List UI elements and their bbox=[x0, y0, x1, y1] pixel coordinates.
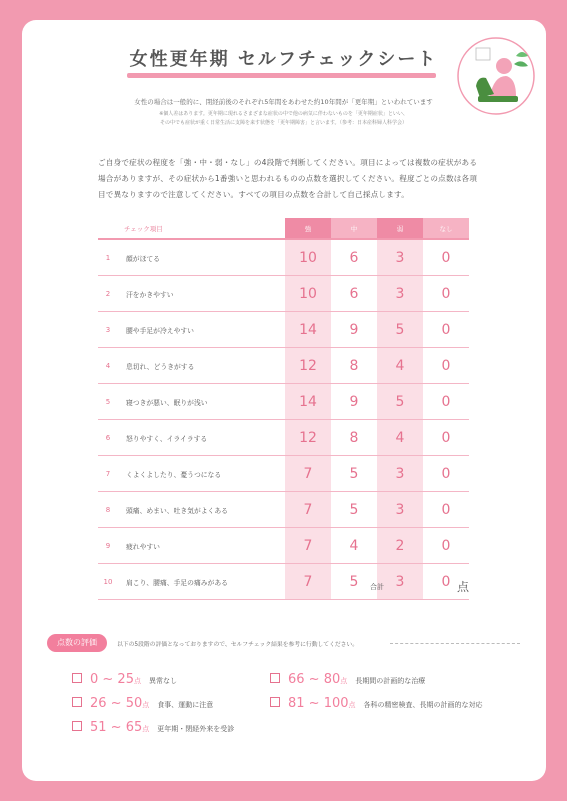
symptom-label: 疲れやすい bbox=[118, 528, 285, 564]
row-number: 3 bbox=[98, 312, 118, 348]
score-cell[interactable]: 5 bbox=[377, 384, 423, 420]
score-cell[interactable]: 0 bbox=[423, 348, 469, 384]
page-title: 女性更年期 セルフチェックシート bbox=[129, 49, 438, 70]
eval-unit: 点 bbox=[142, 725, 150, 733]
checkbox-icon[interactable] bbox=[270, 697, 280, 707]
note-line-2: その中でも症状が重く日常生活に支障を来す状態を「更年期障害」と言います。（参考：日本産科婦人科学会） bbox=[159, 120, 408, 126]
score-cell[interactable]: 5 bbox=[331, 564, 377, 600]
evaluation-description: 以下の5段階の評価となっておりますので、セルフチェック結果を参考に行動してください。 bbox=[117, 642, 359, 648]
eval-range: 51 ~ 65 bbox=[90, 720, 143, 735]
table-row bbox=[98, 456, 469, 492]
eval-item bbox=[270, 672, 425, 687]
score-cell[interactable]: 12 bbox=[285, 420, 331, 456]
symptom-label: 頭痛、めまい、吐き気がよくある bbox=[118, 492, 285, 528]
eval-item bbox=[72, 720, 234, 735]
eval-unit: 点 bbox=[348, 701, 356, 709]
score-cell[interactable]: 0 bbox=[423, 276, 469, 312]
table-row bbox=[98, 312, 469, 348]
score-cell[interactable]: 10 bbox=[285, 276, 331, 312]
score-cell[interactable]: 5 bbox=[377, 312, 423, 348]
instruction-text: ご自身で症状の程度を「強・中・弱・なし」の4段階で判断してください。項目によっては複数の症状がある場合がありますが、その症状から1番強いと思われるものの点数を選択してください。程度ごとの点数は各項目で異なりますので注意してください。すべての項目の点数を合計して自己採点します。 bbox=[98, 158, 478, 199]
score-cell[interactable]: 7 bbox=[285, 528, 331, 564]
table-row bbox=[98, 384, 469, 420]
symptom-label: 肩こり、腰痛、手足の痛みがある bbox=[118, 564, 285, 600]
eval-unit: 点 bbox=[133, 677, 141, 685]
score-cell[interactable]: 5 bbox=[331, 492, 377, 528]
row-number: 10 bbox=[98, 564, 118, 600]
score-cell[interactable]: 7 bbox=[285, 456, 331, 492]
score-cell[interactable]: 9 bbox=[331, 384, 377, 420]
row-number: 8 bbox=[98, 492, 118, 528]
note-line-1: ※個人差はあります。更年期に現れるさまざまな症状の中で他の病気に伴わないものを「更年期症状」といい、 bbox=[159, 111, 408, 117]
eval-label: 各科の精密検査、長期の計画的な対応 bbox=[363, 701, 483, 709]
score-cell[interactable]: 12 bbox=[285, 348, 331, 384]
score-cell[interactable]: 0 bbox=[423, 239, 469, 276]
score-cell[interactable]: 0 bbox=[423, 456, 469, 492]
row-number: 6 bbox=[98, 420, 118, 456]
header-none: なし bbox=[423, 218, 469, 239]
checkbox-icon[interactable] bbox=[270, 673, 280, 683]
score-cell[interactable]: 7 bbox=[285, 564, 331, 600]
check-table bbox=[98, 218, 469, 600]
score-cell[interactable]: 8 bbox=[331, 348, 377, 384]
source-citation: 出典：日本医師会雑誌109巻258p,1993 小山嵩夫医師 bbox=[374, 762, 498, 768]
table-row bbox=[98, 239, 469, 276]
score-cell[interactable]: 6 bbox=[331, 239, 377, 276]
table-row bbox=[98, 492, 469, 528]
symptom-label: 怒りやすく、イライラする bbox=[118, 420, 285, 456]
symptom-label: 顔がほてる bbox=[118, 239, 285, 276]
symptom-label: 寝つきが悪い、眠りが浅い bbox=[118, 384, 285, 420]
score-cell[interactable]: 7 bbox=[285, 492, 331, 528]
row-number: 1 bbox=[98, 239, 118, 276]
score-cell[interactable]: 3 bbox=[377, 492, 423, 528]
title-underline bbox=[127, 73, 436, 78]
checkbox-icon[interactable] bbox=[72, 721, 82, 731]
eval-range: 66 ~ 80 bbox=[288, 672, 341, 687]
symptom-label: 汗をかきやすい bbox=[118, 276, 285, 312]
table-row bbox=[98, 276, 469, 312]
header-weak: 弱 bbox=[377, 218, 423, 239]
score-cell[interactable]: 3 bbox=[377, 564, 423, 600]
evaluation-pill: 点数の評価 bbox=[47, 634, 107, 652]
table-row bbox=[98, 348, 469, 384]
row-number: 2 bbox=[98, 276, 118, 312]
score-cell[interactable]: 6 bbox=[331, 276, 377, 312]
eval-unit: 点 bbox=[142, 701, 150, 709]
score-cell[interactable]: 10 bbox=[285, 239, 331, 276]
header-medium: 中 bbox=[331, 218, 377, 239]
header-strong: 強 bbox=[285, 218, 331, 239]
score-cell[interactable]: 0 bbox=[423, 528, 469, 564]
item-column-header: チェック項目 bbox=[98, 218, 285, 239]
eval-range: 0 ~ 25 bbox=[90, 672, 134, 687]
symptom-label: 腰や手足が冷えやすい bbox=[118, 312, 285, 348]
eval-item bbox=[270, 696, 483, 711]
row-number: 7 bbox=[98, 456, 118, 492]
score-cell[interactable]: 2 bbox=[377, 528, 423, 564]
row-number: 4 bbox=[98, 348, 118, 384]
row-number: 5 bbox=[98, 384, 118, 420]
table-header-row bbox=[98, 218, 469, 239]
score-cell[interactable]: 14 bbox=[285, 312, 331, 348]
score-cell[interactable]: 0 bbox=[423, 492, 469, 528]
eval-unit: 点 bbox=[340, 677, 348, 685]
eval-range: 81 ~ 100 bbox=[288, 696, 349, 711]
score-cell[interactable]: 4 bbox=[377, 420, 423, 456]
score-cell[interactable]: 14 bbox=[285, 384, 331, 420]
symptom-label: 息切れ、どうきがする bbox=[118, 348, 285, 384]
eval-item bbox=[72, 672, 177, 687]
symptom-label: くよくよしたり、憂うつになる bbox=[118, 456, 285, 492]
eval-range: 26 ~ 50 bbox=[90, 696, 143, 711]
total-unit: 点 bbox=[457, 580, 470, 594]
eval-label: 更年期・閉経外来を受診 bbox=[157, 725, 235, 733]
eval-label: 食事、運動に注意 bbox=[157, 701, 214, 709]
dashed-divider bbox=[390, 643, 520, 644]
checkbox-icon[interactable] bbox=[72, 673, 82, 683]
table-row bbox=[98, 528, 469, 564]
checkbox-icon[interactable] bbox=[72, 697, 82, 707]
score-cell[interactable]: 0 bbox=[423, 312, 469, 348]
score-cell[interactable]: 4 bbox=[377, 348, 423, 384]
score-cell[interactable]: 8 bbox=[331, 420, 377, 456]
score-cell[interactable]: 3 bbox=[377, 456, 423, 492]
score-cell[interactable]: 3 bbox=[377, 239, 423, 276]
eval-item bbox=[72, 696, 213, 711]
row-number: 9 bbox=[98, 528, 118, 564]
score-cell[interactable]: 5 bbox=[331, 456, 377, 492]
intro-text: 女性の場合は一般的に、閉経前後のそれぞれ5年間をあわせた約10年間が「更年期」といわれています bbox=[134, 98, 433, 106]
score-cell[interactable]: 4 bbox=[331, 528, 377, 564]
score-cell[interactable]: 0 bbox=[423, 420, 469, 456]
table-row bbox=[98, 420, 469, 456]
table-row bbox=[98, 564, 469, 600]
score-cell[interactable]: 0 bbox=[423, 384, 469, 420]
total-label: 合計 bbox=[370, 583, 384, 591]
eval-label: 長期間の計画的な治療 bbox=[355, 677, 426, 685]
eval-label: 異常なし bbox=[148, 677, 177, 685]
score-cell[interactable]: 9 bbox=[331, 312, 377, 348]
score-cell[interactable]: 3 bbox=[377, 276, 423, 312]
score-cell[interactable]: 0 bbox=[423, 564, 469, 600]
